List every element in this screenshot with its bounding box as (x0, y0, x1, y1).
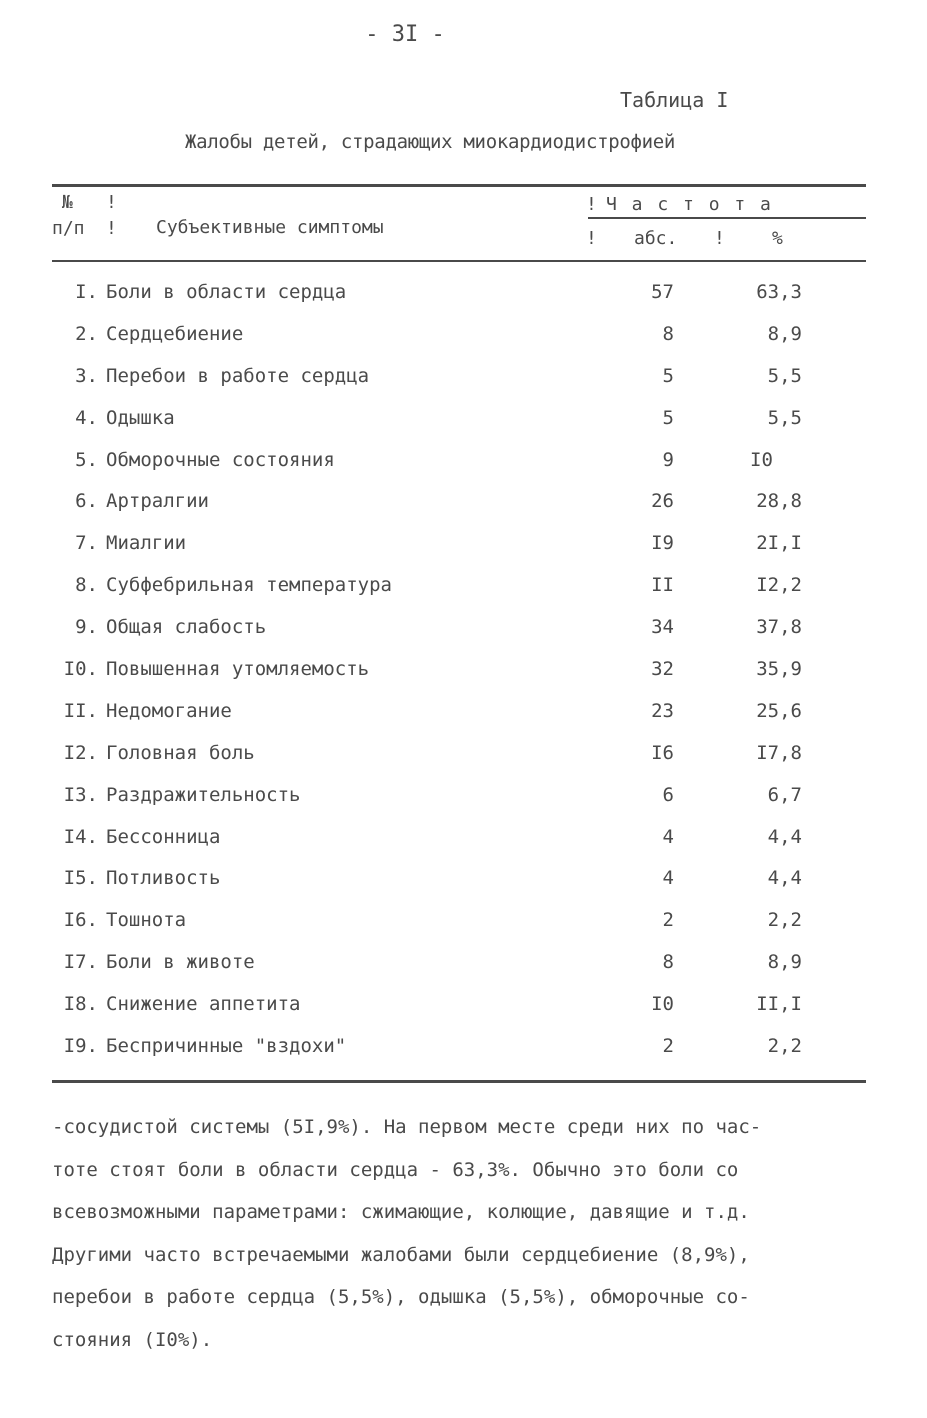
row-abs: 23 (651, 699, 674, 722)
row-symptom: Повышенная утомляемость (106, 658, 370, 681)
table-row (52, 652, 866, 694)
row-pct: 28,8 (756, 490, 802, 513)
row-pct: 25,6 (756, 699, 802, 722)
row-abs: 9 (662, 448, 674, 471)
row-pct: 2I,I (756, 532, 802, 555)
row-pct: I0 (750, 448, 773, 471)
row-pct: 4,4 (767, 825, 802, 848)
row-number: II. (63, 699, 98, 722)
row-number: I0. (63, 658, 98, 681)
header-frequency-rule (588, 217, 866, 219)
row-number: I2. (63, 741, 98, 764)
row-abs: 2 (662, 909, 674, 932)
paragraph-line: перебои в работе сердца (5,5%), одышка (5,5%), обморочные со- (52, 1286, 750, 1308)
row-symptom: Субфебрильная температура (106, 574, 392, 597)
table-row (52, 861, 866, 903)
row-pct: 35,9 (756, 658, 802, 681)
body-paragraph (52, 1106, 862, 1361)
header-pct: % (772, 228, 783, 249)
row-pct: 5,5 (767, 364, 802, 387)
page-number: - 3I - (365, 22, 445, 47)
row-symptom: Боли в животе (106, 951, 255, 974)
table-row (52, 359, 866, 401)
table-row (52, 317, 866, 359)
row-pct: 2,2 (767, 1035, 802, 1058)
row-symptom: Снижение аппетита (106, 993, 301, 1016)
row-pct: 8,9 (767, 951, 802, 974)
table-row (52, 736, 866, 778)
row-pct: I7,8 (756, 741, 802, 764)
paragraph-line: Другими часто встречаемыми жалобами были сердцебиение (8,9%), (52, 1243, 750, 1266)
row-symptom: Беспричинные "вздохи" (106, 1035, 347, 1058)
row-number: I3. (63, 783, 98, 806)
row-number: 7. (75, 532, 98, 555)
row-abs: 2 (662, 1035, 674, 1058)
row-symptom: Общая слабость (106, 616, 267, 639)
table-row (52, 903, 866, 945)
row-symptom: Миалгии (106, 532, 187, 555)
row-abs: 6 (662, 783, 674, 806)
header-separator: ! (106, 192, 117, 213)
table-row (52, 484, 866, 526)
row-abs: 5 (662, 364, 674, 387)
row-abs: 32 (651, 658, 674, 681)
row-symptom: Головная боль (106, 741, 255, 764)
row-symptom: Раздражительность (106, 783, 301, 806)
paragraph-line: всевозможными параметрами: сжимающие, колющие, давящие и т.д. (52, 1201, 750, 1223)
row-number: I6. (63, 909, 98, 932)
row-pct: 6,7 (767, 783, 802, 806)
row-abs: II (651, 574, 674, 597)
table-top-rule (52, 184, 866, 187)
table-row (52, 401, 866, 443)
row-pct: 4,4 (767, 867, 802, 890)
row-symptom: Артралгии (106, 490, 209, 513)
row-pct: 63,3 (756, 281, 802, 303)
header-separator: ! (714, 228, 725, 249)
row-symptom: Обморочные состояния (106, 448, 335, 471)
row-pct: 8,9 (767, 322, 802, 345)
header-frequency: Ч а с т о т а (606, 194, 773, 215)
row-number: I8. (63, 993, 98, 1016)
row-abs: 26 (651, 490, 674, 513)
table-body (52, 275, 866, 1071)
header-separator: ! (586, 194, 597, 215)
row-abs: I6 (651, 741, 674, 764)
paragraph-line: тоте стоят боли в области сердца - 63,3%. Обычно это боли со (52, 1158, 739, 1181)
row-pct: 5,5 (767, 406, 802, 429)
row-abs: 4 (662, 825, 674, 848)
row-number: 6. (75, 490, 98, 513)
row-pct: II,I (756, 993, 802, 1016)
row-abs: 57 (651, 281, 674, 303)
header-separator: ! (586, 228, 597, 249)
table-row (52, 1029, 866, 1071)
paragraph-line: -сосудистой системы (5I,9%). На первом месте среди них по час- (52, 1116, 762, 1138)
row-abs: I0 (651, 993, 674, 1016)
row-symptom: Боли в области сердца (106, 281, 347, 303)
row-number: I. (75, 281, 98, 303)
table-row (52, 526, 866, 568)
row-number: I9. (63, 1035, 98, 1058)
row-symptom: Перебои в работе сердца (106, 364, 370, 387)
row-abs: I9 (651, 532, 674, 555)
row-number: 3. (75, 364, 98, 387)
header-number-symbol: № (62, 192, 73, 213)
row-number: 9. (75, 616, 98, 639)
table-row (52, 945, 866, 987)
row-symptom: Недомогание (106, 699, 232, 722)
table-title: Жалобы детей, страдающих миокардиодистрофией (184, 131, 676, 153)
row-number: 5. (75, 448, 98, 471)
table-caption: Таблица I (620, 88, 729, 112)
row-number: I5. (63, 867, 98, 890)
row-number: I7. (63, 951, 98, 974)
row-symptom: Одышка (106, 406, 175, 429)
table-row (52, 694, 866, 736)
row-symptom: Бессонница (106, 825, 221, 848)
table-header-rule (52, 260, 866, 262)
table-row (52, 778, 866, 820)
table-row (52, 568, 866, 610)
header-number-label: п/п (52, 218, 85, 239)
table-row (52, 987, 866, 1029)
row-symptom: Тошнота (106, 909, 187, 932)
row-abs: 8 (662, 951, 674, 974)
row-number: I4. (63, 825, 98, 848)
row-abs: 4 (662, 867, 674, 890)
table-row (52, 443, 866, 485)
row-number: 4. (75, 406, 98, 429)
header-symptoms: Субъективные симптомы (156, 217, 384, 238)
row-symptom: Сердцебиение (106, 322, 244, 345)
row-number: 8. (75, 574, 98, 597)
row-number: 2. (75, 322, 98, 345)
table-bottom-rule (52, 1080, 866, 1083)
table-row (52, 275, 866, 317)
row-abs: 34 (651, 616, 674, 639)
header-separator: ! (106, 218, 117, 239)
row-pct: I2,2 (756, 574, 802, 597)
table-row (52, 610, 866, 652)
table-row (52, 820, 866, 862)
row-abs: 8 (662, 322, 674, 345)
row-abs: 5 (662, 406, 674, 429)
row-pct: 37,8 (756, 616, 802, 639)
header-abs: абс. (634, 228, 678, 249)
paragraph-line: стояния (I0%). (52, 1328, 213, 1351)
row-pct: 2,2 (767, 909, 802, 932)
row-symptom: Потливость (106, 867, 221, 890)
